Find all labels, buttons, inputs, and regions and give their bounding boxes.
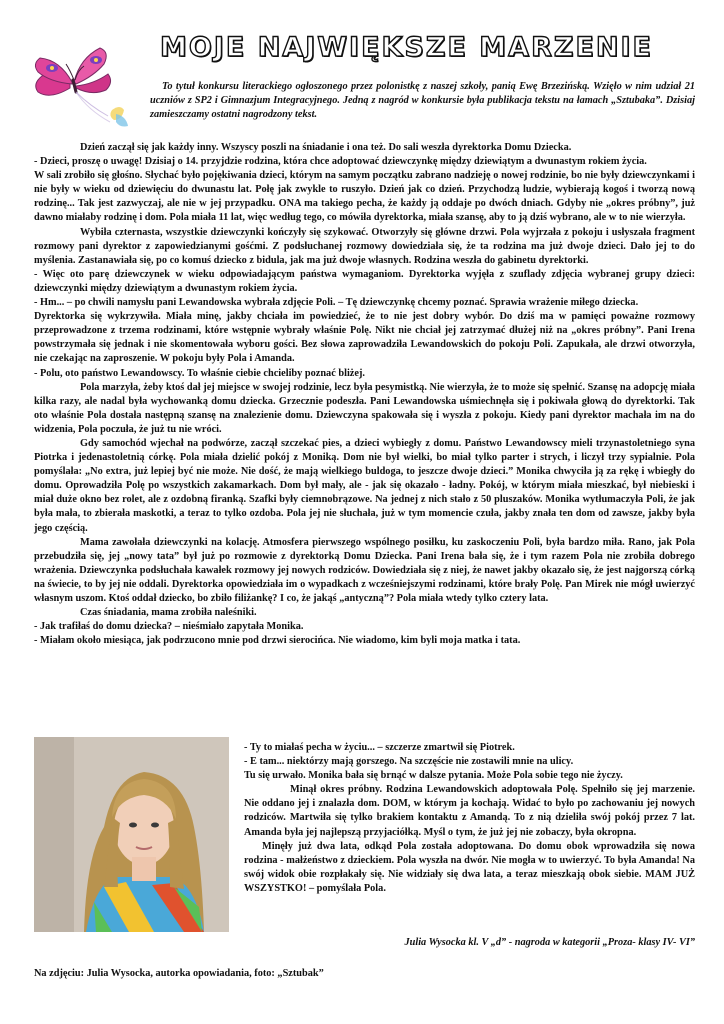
story-text <box>34 141 695 648</box>
story-paragraph: Czas śniadania, mama zrobiła naleśniki. <box>80 607 257 619</box>
butterfly-icon <box>30 30 140 130</box>
story-paragraph: Minął okres próbny. Rodzina Lewandowskich adoptowała Polę. Spełniło się jej marzenie. Nie oddano jej i znalazła dom. DOM, w którym ja kochają. Widać to było po zachowaniu jej nowych rodziców. Martwiła się tylko brakiem kontaktu z Amandą. To z nią dzieliła swój pokój przez 7 lat. Amanda była jej najlepszą przyjaciółką. Myśl o tym, że już jej nie zobaczy, była okropna. <box>244 784 695 838</box>
story-paragraph: Mama zawołała dziewczynki na kolację. Atmosfera pierwszego wspólnego posiłku, ku zaskoczeniu Poli, była bardzo miła. Rano, jak Pola przebudziła się, jej „nowy tata” był już po rozmowie z dyrektorką Domu Dziecka. Pani Irena bała się, że i tym razem Pola nie zrobiła dobrego wrażenia. Dziewczynka podsłuchała kawałek rozmowy jej nowych rodziców. Dowiedziała się z niej, że nawet jakby okazało się, że jest najgorszą córką na świecie, to by jej nie oddali. Dyrektorka opowiedziała im o wypadkach z wcześniejszymi rodzinami, które brały Polę. Pan Mirek nie mógł uwierzyć własnym uszom. Ktoś oddał dziecko, bo zbiło filiżankę? I co, że jakąś „antyczną”? Pola miała wtedy tylko cztery lata. <box>34 536 695 604</box>
story-continuation <box>244 741 695 896</box>
photo-caption: Na zdjęciu: Julia Wysocka, autorka opowiadania, foto: „Sztubak” <box>34 968 324 979</box>
story-paragraph: - Dzieci, proszę o uwagę! Dzisiaj o 14. przyjdzie rodzina, która chce adoptować dziewczynkę między dziewiątym a dwunastym rokiem życia. <box>34 156 647 168</box>
story-paragraph: - E tam... niektórzy mają gorszego. Na szczęście nie zostawili mnie na ulicy. <box>244 756 574 768</box>
story-paragraph: Pola marzyła, żeby ktoś dał jej miejsce w swojej rodzinie, lecz była pesymistką. Nie wierzyła, że to może się spełnić. Szansę na adopcję miała kilka razy, ale nadal była wychowanką domu dziecka. Grzecznie podeszła. Pani Lewandowska uśmiechnęła się i pokiwała głową do dyrektorki. Tak oto właśnie Pola dostała następną szansę na znalezienie domu. Dziewczyna spakowała się i wyszła z pokoju. Kiedy pani dyrektor machała im na do widzenia, Pola poczuła, że już tu nie wróci. <box>34 381 695 435</box>
story-paragraph: - Hm... – po chwili namysłu pani Lewandowska wybrała zdjęcie Poli. – Tę dziewczynkę chcemy poznać. Sprawia wrażenie miłego dziecka. <box>34 297 639 309</box>
story-paragraph: Dyrektorka się wykrzywiła. Miała minę, jakby chciała im powiedzieć, że to nie jest dobry wybór. Do dziś ma w pamięci poważne rozmowy przeprowadzone z trzema rodzinami, które wstępnie wybrały właśnie Polę. Nikt nie chciał jej zatrzymać dłużej niż na „okres próbny”. Pani Irena powstrzymała się jednak i nie skomentowała wyboru gości. Bez słowa zaprowadziła Lewandowskich do pokoju Poli. Zapukała, ale drzwi otworzyła, nie czekając na zaproszenie. W pokoju były Pola i Amanda. <box>34 311 695 365</box>
story-paragraph: Gdy samochód wjechał na podwórze, zaczął szczekać pies, a dzieci wybiegły z domu. Państwo Lewandowscy mieli trzynastoletniego syna Piotrka i jedenastoletnią córkę. Pola miała dzielić pokój z Moniką. Dom nie był wielki, bo miał tylko parter i strych, i liczył trzy sypialnie. Pola pomyślała: „No extra, już lepiej być nie może. Nie dość, że mają wielkiego buldoga, to jeszcze dwoje dzieci.” Monika chwyciła ją za rękę i wbiegły do domu. Oprowadziła Polę po wszystkich zakamarkach. Dom był mały, ale - jak się okazało - ładny. Pokój, w którym miała mieszkać, był niebieski i miał duże okno bez rolet, ale z ozdobną firanką. Szafki były ciemnobrązowe. Na jednej z nich stało z 50 pluszaków. Monika wytłumaczyła Poli, że jak była mała, to zbierała maskotki, a teraz to tylko ozdoba. Pola jej nie słuchała, już w tym momencie czuła, jakby znała ten dom od zawsze, jakby była jego częścią. <box>34 437 695 534</box>
portrait-illustration <box>34 737 229 932</box>
author-portrait-photo <box>34 737 229 932</box>
author-signature: Julia Wysocka kl. V „d” - nagroda w kategorii „Proza- klasy IV- VI” <box>404 937 695 948</box>
story-paragraph: - Miałam około miesiąca, jak podrzucono mnie pod drzwi sierocińca. Nie wiadomo, kim byli moja matka i tata. <box>34 635 521 647</box>
story-paragraph: Minęły już dwa lata, odkąd Pola została adoptowana. Do domu obok wprowadziła się nowa rodzina - małżeństwo z dzieckiem. Pola wyszła na dwór. Nie mogła w to uwierzyć. To była Amanda! Na swój widok obie rozpłakały się. Nie widziały się dwa lata, a teraz mieszkają obok siebie. MAM JUŻ WSZYSTKO! – pomyślała Pola. <box>244 840 695 894</box>
story-paragraph: Tu się urwało. Monika bała się brnąć w dalsze pytania. Może Pola sobie tego nie życzy. <box>244 770 623 782</box>
intro-paragraph: To tytuł konkursu literackiego ogłoszonego przez polonistkę z naszej szkoły, panią Ewę Brzezińską. Wzięło w nim udział 21 uczniów z SP2 i Gimnazjum Integracyjnego. Jedną z nagród w konkursie była publikacja tekstu na łamach „Sztubaka”. Dzisiaj zamieszczamy ostatni nagrodzony tekst. <box>150 81 695 120</box>
story-paragraph: W sali zrobiło się głośno. Słychać było pojękiwania dzieci, którym na samym początku zabrano nadzieję o nowej rodzinie, bo nie były dziewczynkami i nie były w wieku od dziewięciu do dwunastu lat. Połę jak zwykle to ruszyło. Dzień jak co dzień. Przychodzą ludzie, wybierają kogoś i tworzą nową rodzinę... Tak jest zazwyczaj, ale nie w jej przypadku. ONA ma takiego pecha, że każdy ją oddaje po dwóch dniach. Gdyby nie „okres próbny”, już dawno miałaby rodzinę i dom. Pola miała 11 lat, więc według tego, co mówiła dyrektorka, miała szansę, aby to ją dziś wybrano, ale w to nie wierzyła. <box>34 170 695 224</box>
story-paragraph: Dzień zaczął się jak każdy inny. Wszyscy poszli na śniadanie i ona też. Do sali weszła dyrektorka Domu Dziecka. <box>80 142 572 153</box>
story-paragraph: - Więc oto parę dziewczynek w wieku odpowiadającym państwa wymaganiom. Dyrektorka wyjęła z szuflady zdjęcia wybranej grupy dzieci: dziewczynki między dziewiątym a dwunastym rokiem życia. <box>34 268 695 294</box>
page-title: MOJE NAJWIĘKSZE MARZENIE <box>160 32 653 63</box>
story-paragraph: - Polu, oto państwo Lewandowscy. To właśnie ciebie chcieliby poznać bliżej. <box>34 367 365 379</box>
story-paragraph: - Ty to miałaś pecha w życiu... – szczerze zmartwił się Piotrek. <box>244 742 515 753</box>
story-paragraph: Wybiła czternasta, wszystkie dziewczynki kończyły się szykować. Otworzyły się główne drzwi. Pola wyjrzała z pokoju i usłyszała fragment rozmowy pani dyrektor z zapowiedzianymi gośćmi. Z podsłuchanej rozmowy dowiedziała się, że ta rodzina ma już dwoje dzieci. Dało jej to do myślenia. Zastanawiała się, po co komuś dziecko z bidula, jak ma już dwoje własnych. Rodzina weszła do gabinetu dyrektorki. <box>34 226 695 266</box>
story-paragraph: - Jak trafiłaś do domu dziecka? – nieśmiało zapytała Monika. <box>34 621 304 633</box>
